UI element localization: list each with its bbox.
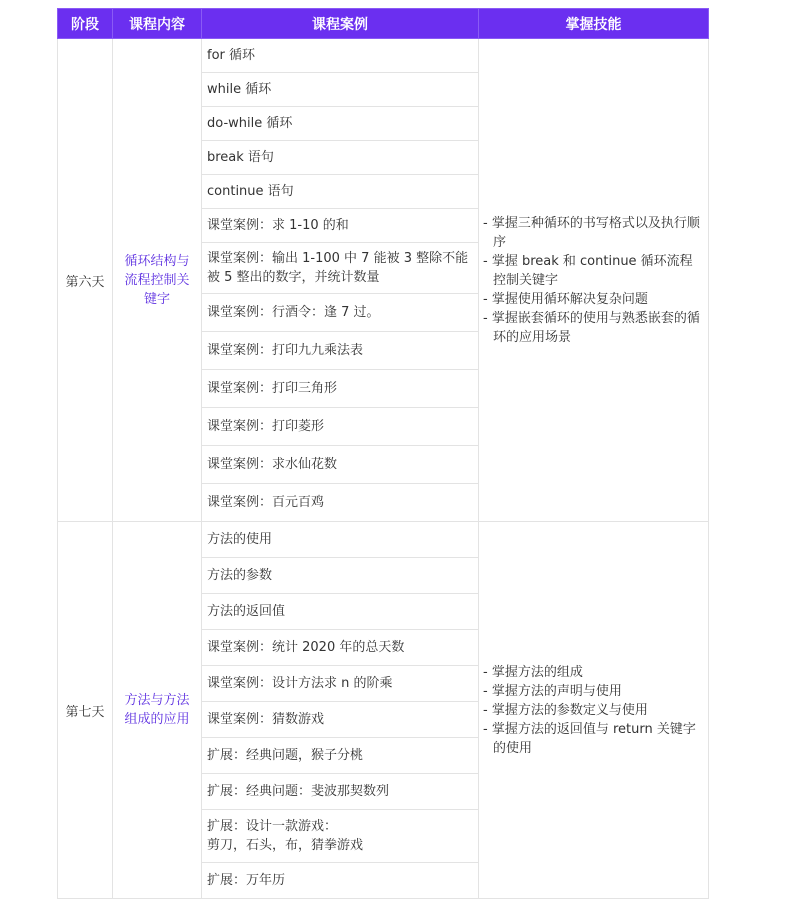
- topic-cell-day7: 方法与方法组成的应用: [113, 522, 202, 899]
- case-cell: 课堂案例：输出 1-100 中 7 能被 3 整除不能被 5 整出的数字，并统计数量: [202, 243, 479, 294]
- case-cell: do-while 循环: [202, 107, 479, 141]
- header-cases: 课程案例: [202, 9, 479, 39]
- table-row: [58, 39, 709, 73]
- case-cell: 方法的返回值: [202, 594, 479, 630]
- case-cell: 课堂案例：行酒令：逢 7 过。: [202, 294, 479, 332]
- skill-item: - 掌握方法的参数定义与使用: [483, 702, 648, 718]
- stage-cell-day6: 第六天: [58, 39, 113, 522]
- case-cell: 方法的参数: [202, 558, 479, 594]
- case-cell: 课堂案例：打印菱形: [202, 408, 479, 446]
- skill-list: [483, 214, 702, 347]
- skill-item: - 掌握方法的声明与使用: [483, 683, 622, 699]
- case-cell: 课堂案例：百元百鸡: [202, 484, 479, 522]
- table-row: [58, 522, 709, 558]
- header-stage: 阶段: [58, 9, 113, 39]
- case-cell: continue 语句: [202, 175, 479, 209]
- case-cell: 课堂案例：猜数游戏: [202, 702, 479, 738]
- header-row: [58, 9, 709, 39]
- header-topic: 课程内容: [113, 9, 202, 39]
- skill-item: - 掌握 break 和 continue 循环流程控制关键字: [483, 253, 693, 288]
- case-cell: while 循环: [202, 73, 479, 107]
- case-cell: 扩展：经典问题：斐波那契数列: [202, 774, 479, 810]
- skills-cell-day7: [479, 522, 709, 899]
- case-cell: 方法的使用: [202, 522, 479, 558]
- skill-item: - 掌握方法的返回值与 return 关键字的使用: [483, 721, 696, 756]
- topic-cell-day6: 循环结构与流程控制关键字: [113, 39, 202, 522]
- case-cell: 课堂案例：设计方法求 n 的阶乘: [202, 666, 479, 702]
- case-cell: break 语句: [202, 141, 479, 175]
- case-cell: 扩展：经典问题，猴子分桃: [202, 738, 479, 774]
- skill-item: - 掌握方法的组成: [483, 664, 583, 680]
- stage-cell-day7: 第七天: [58, 522, 113, 899]
- skills-cell-day6: [479, 39, 709, 522]
- skill-item: - 掌握使用循环解决复杂问题: [483, 291, 648, 307]
- skill-item: - 掌握三种循环的书写格式以及执行顺序: [483, 215, 700, 250]
- case-cell: 课堂案例：求 1-10 的和: [202, 209, 479, 243]
- case-cell: 扩展：设计一款游戏： 剪刀，石头，布，猜拳游戏: [202, 810, 479, 863]
- case-cell: 课堂案例：打印九九乘法表: [202, 332, 479, 370]
- case-cell: 课堂案例：统计 2020 年的总天数: [202, 630, 479, 666]
- curriculum-table: [57, 8, 709, 899]
- case-cell: 课堂案例：求水仙花数: [202, 446, 479, 484]
- case-cell: 扩展：万年历: [202, 863, 479, 899]
- case-cell: for 循环: [202, 39, 479, 73]
- skill-list: [483, 663, 702, 758]
- skill-item: - 掌握嵌套循环的使用与熟悉嵌套的循环的应用场景: [483, 310, 700, 345]
- header-skills: 掌握技能: [479, 9, 709, 39]
- case-cell: 课堂案例：打印三角形: [202, 370, 479, 408]
